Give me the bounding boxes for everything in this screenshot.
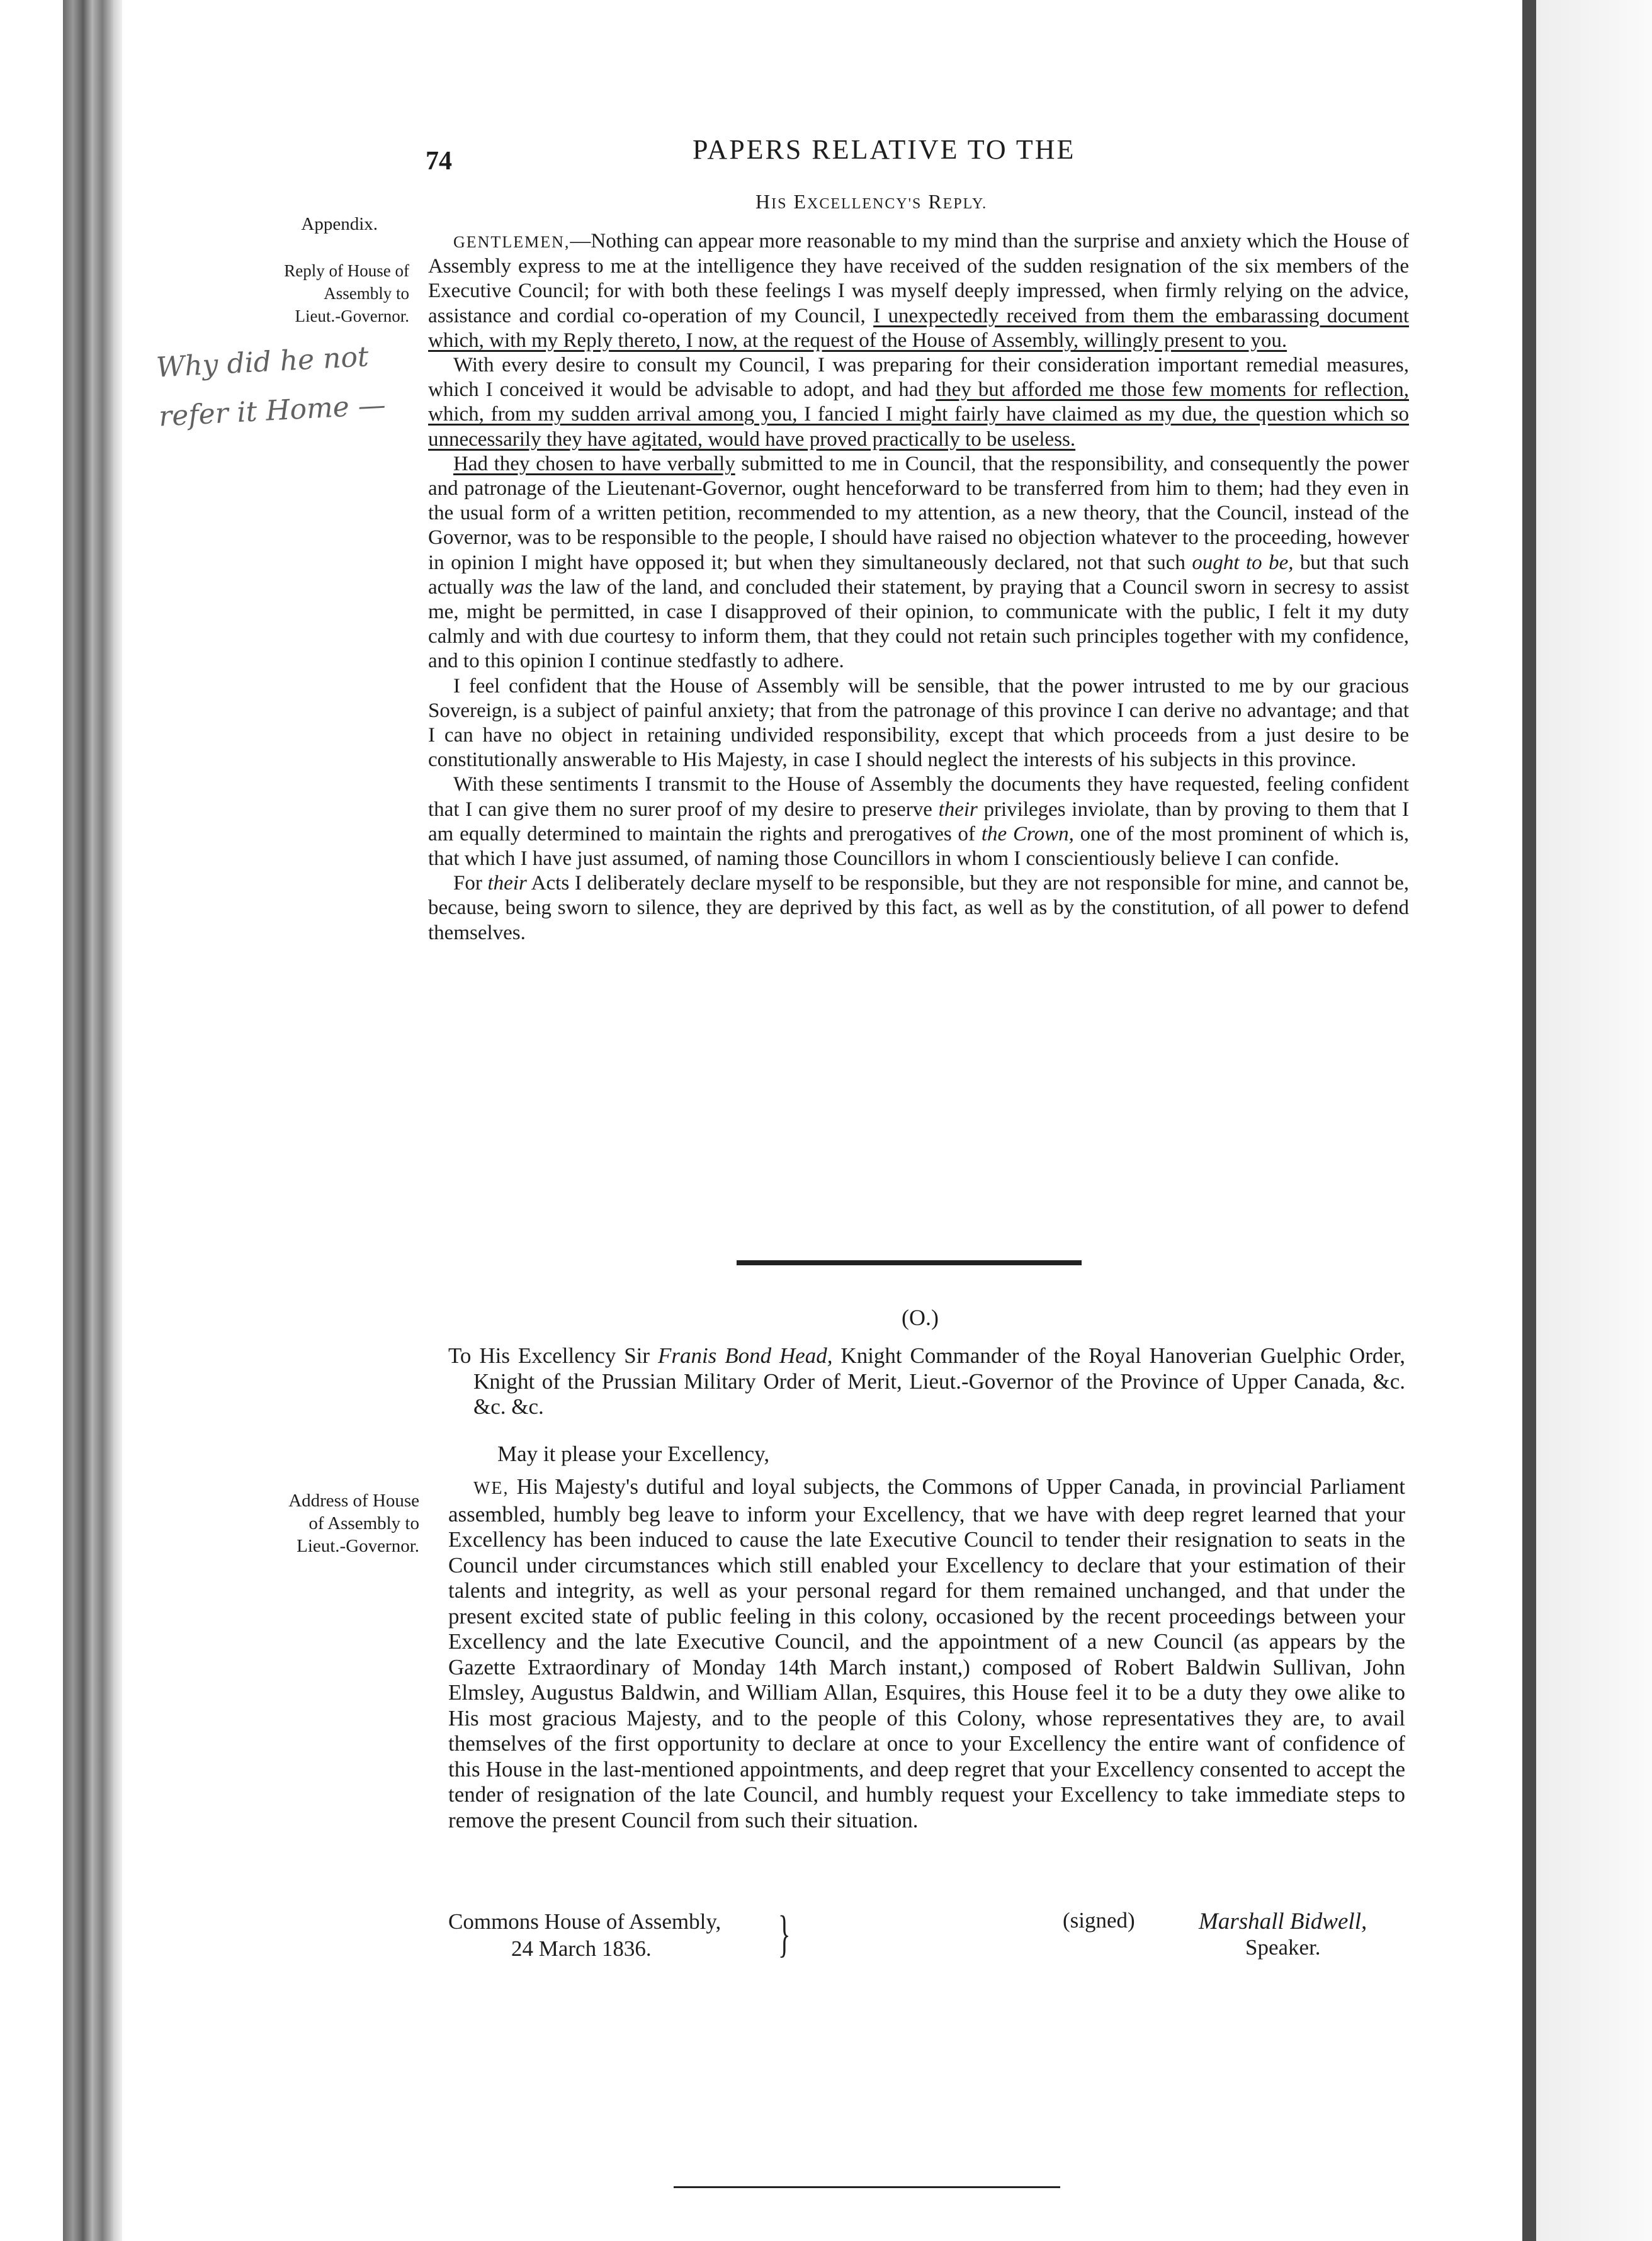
closing-rule [674,2186,1060,2188]
reply-text [428,229,1409,946]
running-title: PAPERS RELATIVE TO THE [693,134,1076,165]
reply-paragraph: With every desire to consult my Council, I was preparing for their consideration important remedial measures, which I conceived it would be advisable to adopt, and had they but afforded me those few moments for reflection, which, from my sudden arrival among you, I fancied I might fairly have claimed as my due, the question which so unnecessarily they have agitated, would have proved practically to be useless. [428,354,1409,451]
section-heading: HIS EXCELLENCY'S REPLY. [755,190,988,213]
handwritten-annotation: Why did he not refer it Home — [155,341,387,433]
reply-paragraph: For their Acts I deliberately declare myself to be responsible, but they are not responsible for mine, and cannot be, because, being sworn to silence, they are deprived by this fact, as well as by the constitution, of all power to defend themselves. [428,872,1409,944]
address-margin-note: Address of House of Assembly to Lieut.-Governor. [288,1491,419,1556]
signer-title: Speaker. [1245,1935,1321,1960]
reply-margin-note: Reply of House of Assembly to Lieut.-Governor. [284,261,409,325]
reply-paragraph: With these sentiments I transmit to the House of Assembly the documents they have requested, feeling confident that I can give them no surer proof of my desire to preserve their privileges inviolate, than by proving to them that I am equally determined to maintain the rights and prerogatives of the Crown, one of the most prominent of which is, that which I have just assumed, of naming those Councillors in whom I conscientiously believe I can confide. [428,773,1409,871]
binding-shadow [113,0,122,2241]
reply-paragraph: Had they chosen to have verbally submitted to me in Council, that the responsibility, and consequently the power and patronage of the Lieutenant-Governor, ought henceforward to be transferred from him to them; had they even in the usual form of a written petition, recommended to my attention, as a new theory, that the Council, instead of the Governor, was to be responsible to the people, I should have raised no objection whatever to the proceeding, however in opinion I might have opposed it; but when they simultaneously declared, not that such ought to be, but that such actually was the law of the land, and concluded their statement, by praying that a Council sworn in secresy to assist me, might be permitted, in case I disapproved of their opinion, to communicate with the public, I felt it my duty calmly and with due courtesy to inform them, that they could not retain such principles together with my confidence, and to this opinion I continue stedfastly to adhere. [428,452,1410,673]
section-divider [737,1260,1082,1265]
page-edge [1522,0,1536,2241]
address-text: WE, His Majesty's dutiful and loyal subjects, the Commons of Upper Canada, in provincial Parliament assembled, humbly beg leave to inform your Excellency, that we have with deep regret learned that your Excellency has been induced to cause the late Executive Council to tender their resignation to seats in the Council under circumstances which still enabled your Excellency to declare that your estimation of their talents and integrity, as well as your personal regard for them remained unchanged, and that under the present excited state of public feeling in this colony, occasioned by the recent proceedings between your Excellency and the late Executive Council, and the appointment of a new Council (as appears by the Gazette Extraordinary of Monday 14th March instant,) composed of Robert Baldwin Sullivan, John Elmsley, Augustus Baldwin, and William Allan, Esquires, this House feel it to be a duty they owe alike to His most gracious Majesty, and to the people of this Colony, whose representatives they are, to avail themselves of the first opportunity to declare at once to your Excellency the entire want of confidence of this House in the last-mentioned appointments, and deep regret that your Excellency consented to accept the tender of resignation of the late Council, and humbly request your Excellency to take immediate steps to remove the present Council from such their situation. [448,1474,1405,1832]
reply-paragraph: I feel confident that the House of Assembly will be sensible, that the power intrusted to me by our gracious Sovereign, is a subject of painful anxiety; that from the patronage of this province I can derive no advantage; and that I can have no object in retaining undivided responsibility, except that which proceeds from a just desire to be constitutionally answerable to His Majesty, in case I should neglect the interests of his subjects in this province. [428,674,1409,772]
appendix-note: Appendix. [301,214,378,234]
signer-name: Marshall Bidwell, [1199,1909,1367,1934]
address-recipient: To His Excellency Sir Franis Bond Head, Knight Commander of the Royal Hanoverian Guelphic Order, Knight of the Prussian Military Order of Merit, Lieut.-Governor of the Province of Upper Canada, &c. &c. &c. [448,1343,1405,1419]
salutation: May it please your Excellency, [497,1442,770,1466]
brace-glyph: } [778,1905,791,1962]
next-page-margin [1536,0,1652,2241]
document-label: (O.) [902,1305,939,1330]
page-number: 74 [426,147,452,176]
signed-mark: (signed) [1063,1908,1135,1933]
reply-paragraph: GENTLEMEN,—Nothing can appear more reasonable to my mind than the surprise and anxiety which the House of Assembly express to me at the intelligence they have received of the sudden resignation of the six members of the Executive Council; for with both these feelings I was myself deeply impressed, when firmly relying on the advice, assistance and cordial co-operation of my Council, I unexpectedly received from them the embarassing document which, with my Reply thereto, I now, at the request of the House of Assembly, willingly present to you. [428,230,1409,352]
signoff-place-date: Commons House of Assembly, 24 March 1836. [448,1909,721,1961]
binding-gutter [63,0,113,2241]
